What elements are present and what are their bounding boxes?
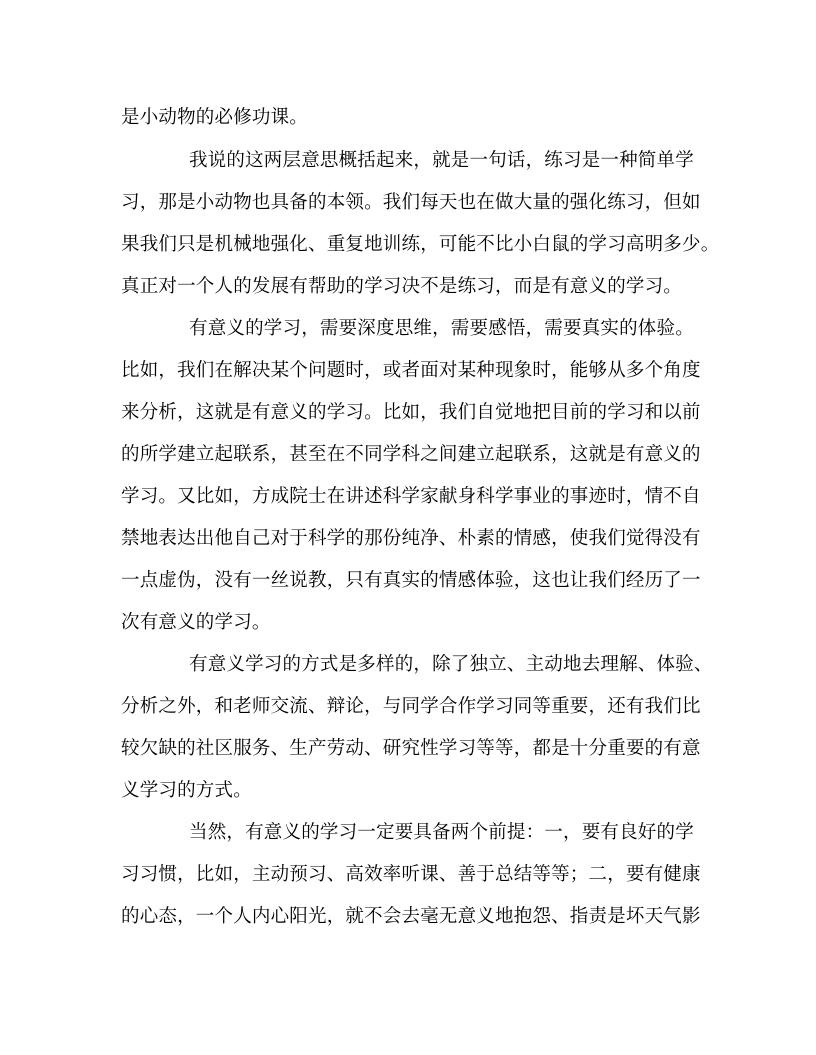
text-line: 习习惯，比如，主动预习、高效率听课、善于总结等等；二，要有健康 [121, 864, 701, 885]
text-line: 果我们只是机械地强化、重复地训练，可能不比小白鼠的学习高明多少。 [121, 234, 720, 255]
text-line: 的所学建立起联系，甚至在不同学科之间建立起联系，这就是有意义的 [121, 444, 701, 465]
text-line: 分析之外，和老师交流、辩论，与同学合作学习同等重要，还有我们比 [121, 696, 701, 717]
text-line: 习，那是小动物也具备的本领。我们每天也在做大量的强化练习，但如 [121, 192, 701, 213]
text-line: 比如，我们在解决某个问题时，或者面对某种现象时，能够从多个角度 [121, 360, 701, 381]
paragraph-first-line: 我说的这两层意思概括起来，就是一句话，练习是一种简单学 [189, 150, 694, 171]
text-line: 来分析，这就是有意义的学习。比如，我们自觉地把目前的学习和以前 [121, 402, 701, 423]
text-line: 次有意义的学习。 [121, 612, 271, 633]
text-line: 学习。又比如，方成院士在讲述科学家献身科学事业的事迹时，情不自 [121, 486, 701, 507]
text-line: 是小动物的必修功课。 [121, 107, 309, 128]
text-line: 义学习的方式。 [121, 780, 252, 801]
text-line: 较欠缺的社区服务、生产劳动、研究性学习等等，都是十分重要的有意 [121, 738, 701, 759]
paragraph-first-line: 有意义的学习，需要深度思维，需要感悟，需要真实的体验。 [189, 318, 694, 339]
paragraph-first-line: 当然，有意义的学习一定要具备两个前提：一，要有良好的学 [189, 822, 694, 843]
text-line: 真正对一个人的发展有帮助的学习决不是练习，而是有意义的学习。 [121, 276, 683, 297]
paragraph-first-line: 有意义学习的方式是多样的，除了独立、主动地去理解、体验、 [189, 654, 713, 675]
text-line: 一点虚伪，没有一丝说教，只有真实的情感体验，这也让我们经历了一 [121, 570, 701, 591]
text-line: 禁地表达出他自己对于科学的那份纯净、朴素的情感，使我们觉得没有 [121, 528, 701, 549]
text-line: 的心态，一个人内心阳光，就不会去毫无意义地抱怨、指责是坏天气影 [121, 906, 701, 927]
